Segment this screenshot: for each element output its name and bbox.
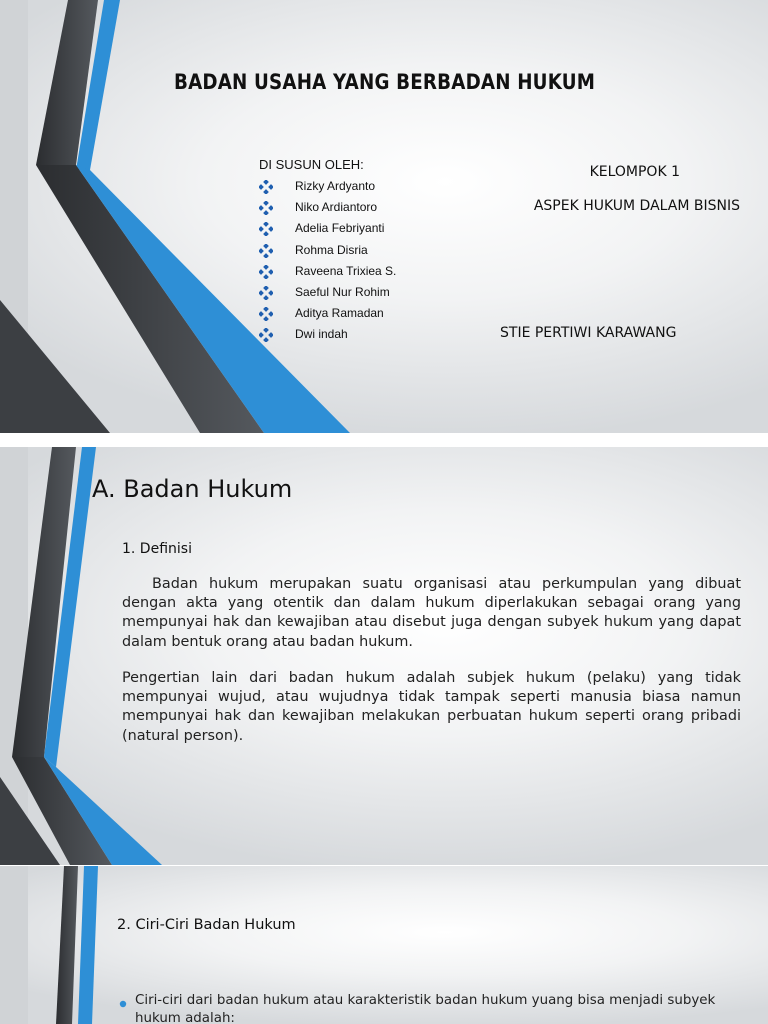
section-heading: A. Badan Hukum	[92, 475, 293, 503]
definition-slide	[0, 447, 768, 865]
diamond-bullet-icon	[259, 180, 273, 194]
slide-divider	[0, 433, 768, 447]
course-label: ASPEK HUKUM DALAM BISNIS	[533, 198, 740, 214]
slide-title: BADAN USAHA YANG BERBADAN HUKUM	[173, 70, 596, 94]
author-name: Raveena Trixiea S.	[295, 263, 397, 278]
author-item	[259, 324, 396, 345]
author-item	[259, 261, 396, 282]
author-name: Aditya Ramadan	[295, 306, 384, 321]
author-name: Dwi indah	[295, 327, 348, 342]
author-item	[259, 176, 396, 197]
subsection-heading: 1. Definisi	[122, 541, 192, 557]
author-name: Saeful Nur Rohim	[295, 284, 390, 299]
decorative-stripes	[0, 447, 768, 865]
edge-shadow	[0, 866, 28, 1024]
characteristics-slide	[0, 866, 768, 1024]
bullet-text: Ciri-ciri dari badan hukum atau karakteristik badan hukum yuang bisa menjadi subyek hukum adalah:	[135, 993, 716, 1024]
diamond-bullet-icon	[259, 307, 273, 321]
author-name: Adelia Febriyanti	[295, 221, 385, 236]
group-info	[534, 162, 740, 216]
author-item	[259, 282, 396, 303]
author-item	[259, 218, 396, 239]
diamond-bullet-icon	[259, 286, 273, 300]
authors-heading: DI SUSUN OLEH:	[259, 157, 364, 172]
corner-dark	[0, 300, 110, 433]
author-item	[259, 197, 396, 218]
author-name: Niko Ardiantoro	[295, 200, 378, 215]
stripe-dark	[56, 866, 78, 1024]
authors-list	[259, 176, 396, 346]
author-item	[259, 303, 396, 324]
dot-bullet-icon	[118, 999, 128, 1009]
author-name: Rizky Ardyanto	[295, 179, 376, 193]
section-heading: 2. Ciri-Ciri Badan Hukum	[117, 917, 296, 933]
definition-paragraph: Pengertian lain dari badan hukum adalah subjek hukum (pelaku) yang tidak mempunyai wujud, atau wujudnya tidak tampak seperti manusia biasa namun mempunyai hak dan kewajiban melakukan perbuatan hukum seperti orang pribadi (natural person).	[122, 670, 741, 744]
diamond-bullet-icon	[259, 201, 273, 215]
institution-label: STIE PERTIWI KARAWANG	[500, 325, 677, 341]
diamond-bullet-icon	[259, 244, 273, 258]
author-item	[259, 240, 396, 261]
diamond-bullet-icon	[259, 328, 273, 342]
diamond-bullet-icon	[259, 265, 273, 279]
stripe-blue	[78, 866, 98, 1024]
title-slide	[0, 0, 768, 433]
group-label: KELOMPOK 1	[589, 164, 680, 180]
author-name: Rohma Disria	[295, 242, 368, 257]
diamond-bullet-icon	[259, 222, 273, 236]
definition-paragraph: Badan hukum merupakan suatu organisasi atau perkumpulan yang dibuat dengan akta yang otentik dan dalam hukum diperlakukan sebagai orang yang mempunyai hak dan kewajiban atau disebut juga dengan subyek hukum yang dapat dalam bentuk orang atau badan hukum.	[122, 576, 741, 650]
